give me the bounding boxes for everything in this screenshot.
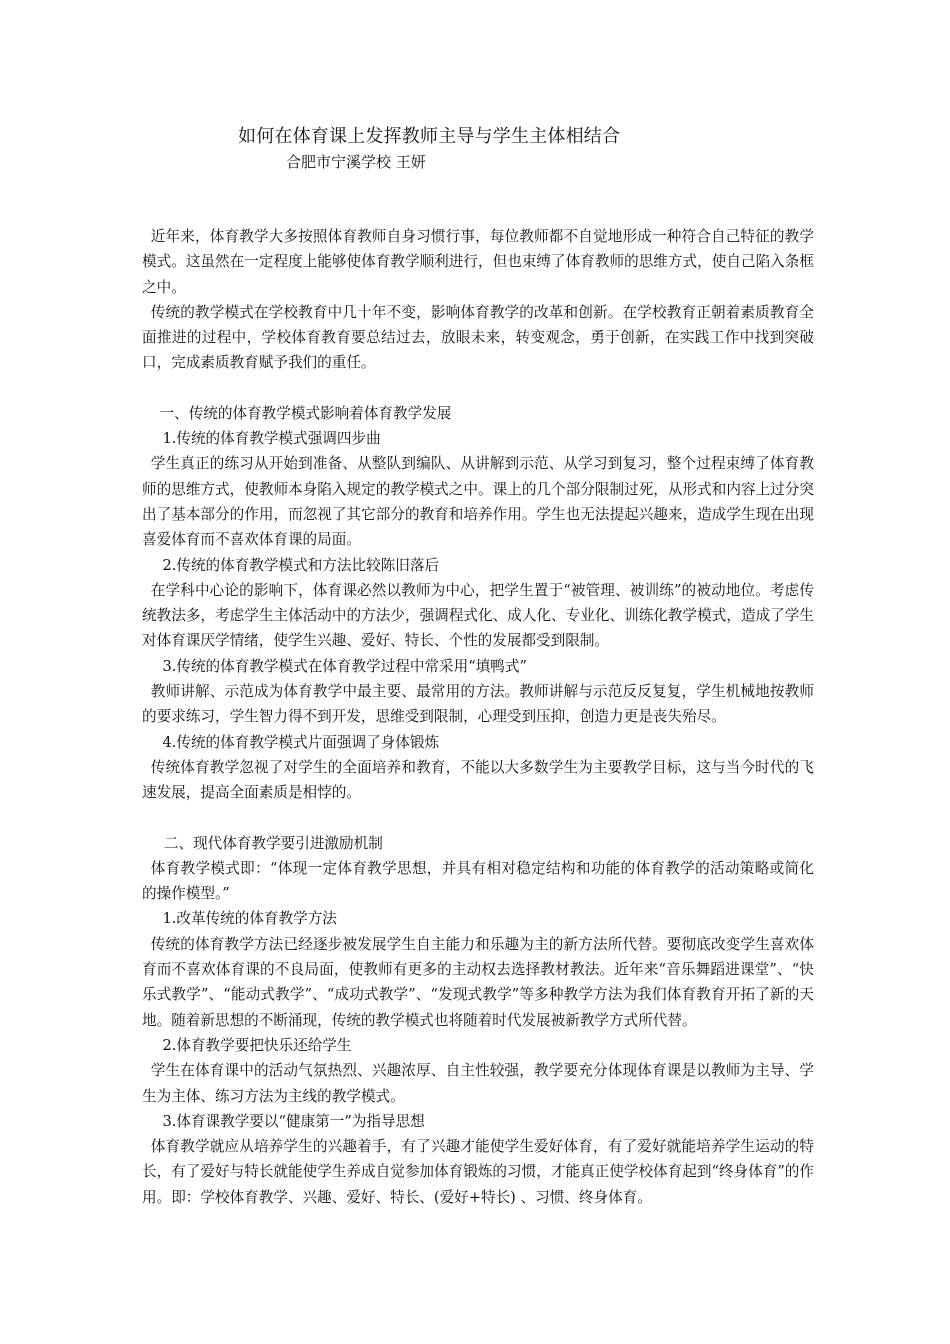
document-title: 如何在体育课上发挥教师主导与学生主体相结合 bbox=[238, 126, 621, 147]
section-1-paragraph-3: 教师讲解、示范成为体育教学中最主要、最常用的方法。教师讲解与示范反反复复，学生机械地按教师的要求练习，学生智力得不到开发，思维受到限制，心理受到压抑，创造力更是丧失殆尽。 bbox=[142, 683, 814, 726]
section-1-paragraph-2: 在学科中心论的影响下，体育课必然以教师为中心，把学生置于“被管理、被训练”的被动地位。考虑传统教法多，考虑学生主体活动中的方法少，强调程式化、成人化、专业化、训练化教学模式，造成了学生对体育课厌学情绪，使学生兴趣、爱好、特长、个性的发展都受到限制。 bbox=[142, 581, 814, 650]
section-1-subheading-2: 2.传统的体育教学模式和方法比较陈旧落后 bbox=[162, 556, 440, 574]
section-1-subheading-1: 1.传统的体育教学模式强调四步曲 bbox=[162, 430, 381, 448]
section-1-subheading-4: 4.传统的体育教学模式片面强调了身体锻炼 bbox=[162, 733, 440, 751]
section-2-paragraph-3: 体育教学就应从培养学生的兴趣着手，有了兴趣才能使学生爱好体育，有了爱好就能培养学生运动的特长，有了爱好与特长就能使学生养成自觉参加体育锻炼的习惯，才能真正使学校体育起到“终身体育”的作用。即：学校体育教学、兴趣、爱好、特长、(爱好+特长) 、习惯、终身体育。 bbox=[142, 1138, 814, 1206]
section-2-paragraph-2: 学生在体育课中的活动气氛热烈、兴趣浓厚、自主性较强，教学要充分体现体育课是以教师为主导、学生为主体、练习方法为主线的教学模式。 bbox=[142, 1062, 814, 1105]
section-2-subheading-1: 1.改革传统的体育教学方法 bbox=[162, 910, 337, 928]
document-body bbox=[142, 224, 814, 1210]
section-2-lead: 体育教学模式即：“体现一定体育教学思想，并具有相对稳定结构和功能的体育教学的活动策略或简化的操作模型。” bbox=[142, 859, 814, 903]
section-1-heading: 一、传统的体育教学模式影响着体育教学发展 bbox=[159, 404, 452, 422]
section-1-paragraph-4: 传统体育教学忽视了对学生的全面培养和教育，不能以大多数学生为主要教学目标，这与当今时代的飞速发展，提高全面素质是相悖的。 bbox=[142, 758, 814, 802]
section-2-subheading-3: 3.体育课教学要以“健康第一”为指导思想 bbox=[162, 1112, 425, 1130]
author-line: 合肥市宁溪学校 王妍 bbox=[286, 153, 426, 171]
section-2-heading: 二、现代体育教学要引进激励机制 bbox=[163, 834, 383, 852]
intro-paragraph-1: 近年来，体育教学大多按照体育教师自身习惯行事，每位教师都不自觉地形成一种符合自己特征的教学模式。这虽然在一定程度上能够使体育教学顺利进行，但也束缚了体育教师的思维方式，使自己陷入条框之中。 bbox=[142, 228, 814, 296]
intro-paragraph-2: 传统的教学模式在学校教育中几十年不变，影响体育教学的改革和创新。在学校教育正朝着素质教育全面推进的过程中，学校体育教育要总结过去，放眼未来，转变观念，勇于创新，在实践工作中找到突破口，完成素质教育赋予我们的重任。 bbox=[142, 303, 814, 372]
section-2-subheading-2: 2.体育教学要把快乐还给学生 bbox=[162, 1036, 352, 1054]
section-2-paragraph-1: 传统的体育教学方法已经逐步被发展学生自主能力和乐趣为主的新方法所代替。要彻底改变学生喜欢体育而不喜欢体育课的不良局面，使教师有更多的主动权去选择教材教法。近年来“音乐舞蹈进课堂”、“快乐式教学”、“能动式教学”、“成功式教学”、“发现式教学”等多种教学方法为我们体育教育开拓了新的天地。随着新思想的不断涌现，传统的教学模式也将随着时代发展被新教学方式所代替。 bbox=[142, 935, 814, 1029]
section-1-subheading-3: 3.传统的体育教学模式在体育教学过程中常采用“填鸭式” bbox=[162, 657, 527, 675]
section-1-paragraph-1: 学生真正的练习从开始到准备、从整队到编队、从讲解到示范、从学习到复习，整个过程束缚了体育教师的思维方式，使教师本身陷入规定的教学模式之中。课上的几个部分限制过死，从形式和内容上过分突出了基本部分的作用，而忽视了其它部分的教育和培养作用。学生也无法提起兴趣来，造成学生现在出现喜爱体育而不喜欢体育课的局面。 bbox=[142, 455, 814, 549]
